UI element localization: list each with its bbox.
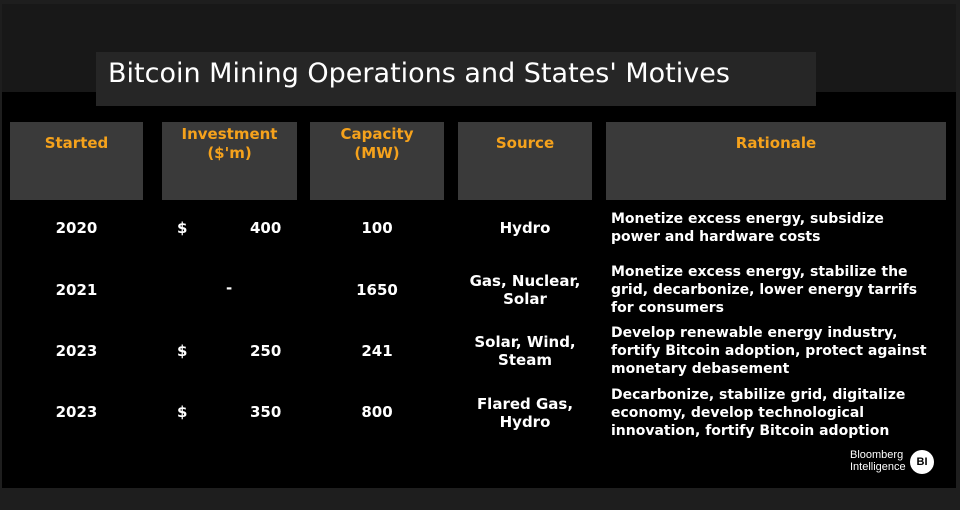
row1-investment: 400 bbox=[250, 219, 282, 237]
row3-rationale-line3: monetary debasement bbox=[611, 361, 790, 377]
row1-started: 2020 bbox=[55, 219, 98, 237]
row1-rationale bbox=[611, 210, 941, 246]
row2-rationale-line3: for consumers bbox=[611, 300, 724, 316]
row3-source bbox=[458, 333, 592, 369]
row2-rationale bbox=[611, 263, 941, 317]
header-source bbox=[458, 122, 592, 200]
row4-source-line1: Flared Gas, bbox=[476, 395, 574, 413]
row3-rationale-line2: fortify Bitcoin adoption, protect against bbox=[611, 343, 927, 359]
row4-source-line2: Hydro bbox=[499, 413, 551, 431]
row3-rationale bbox=[611, 324, 941, 378]
row4-investment: 350 bbox=[250, 403, 282, 421]
logo-line2: Intelligence bbox=[850, 461, 906, 473]
row3-capacity: 241 bbox=[361, 342, 393, 360]
row1-currency: $ bbox=[177, 219, 188, 237]
row3-rationale-line1: Develop renewable energy industry, bbox=[611, 325, 898, 341]
bi-logo-icon: BI bbox=[910, 450, 934, 474]
header-rationale-label: Rationale bbox=[735, 134, 817, 152]
row2-investment: - bbox=[226, 279, 233, 297]
row3-source-line2: Steam bbox=[498, 351, 552, 369]
header-investment-line2: ($'m) bbox=[207, 144, 252, 162]
row1-source-line1: Hydro bbox=[499, 219, 551, 237]
logo-line1: Bloomberg bbox=[850, 449, 904, 461]
row2-rationale-line2: grid, decarbonize, lower energy tarrifs bbox=[611, 282, 918, 298]
row3-started: 2023 bbox=[55, 342, 98, 360]
page-title: Bitcoin Mining Operations and States' Motives bbox=[108, 58, 730, 89]
header-capacity bbox=[310, 122, 444, 200]
row4-source bbox=[458, 395, 592, 431]
row4-rationale-line2: economy, develop technological bbox=[611, 405, 865, 421]
row3-investment: 250 bbox=[250, 342, 282, 360]
header-started bbox=[10, 122, 143, 200]
row2-rationale-line1: Monetize excess energy, stabilize the bbox=[611, 264, 908, 280]
header-investment bbox=[162, 122, 297, 200]
row2-source bbox=[458, 272, 592, 308]
row1-rationale-line2: power and hardware costs bbox=[611, 229, 821, 245]
header-capacity-line2: (MW) bbox=[354, 144, 400, 162]
bloomberg-intelligence-logo bbox=[850, 449, 906, 473]
header-started-label: Started bbox=[44, 134, 109, 152]
row2-source-line2: Solar bbox=[503, 290, 547, 308]
header-rationale bbox=[606, 122, 946, 200]
row4-rationale-line1: Decarbonize, stabilize grid, digitalize bbox=[611, 387, 906, 403]
row2-capacity: 1650 bbox=[356, 281, 398, 299]
row3-currency: $ bbox=[177, 342, 188, 360]
row1-rationale-line1: Monetize excess energy, subsidize bbox=[611, 211, 884, 227]
header-capacity-line1: Capacity bbox=[340, 125, 414, 143]
row4-currency: $ bbox=[177, 403, 188, 421]
row1-capacity: 100 bbox=[361, 219, 393, 237]
header-investment-line1: Investment bbox=[181, 125, 278, 143]
row4-rationale-line3: innovation, fortify Bitcoin adoption bbox=[611, 423, 890, 439]
row4-capacity: 800 bbox=[361, 403, 393, 421]
row4-started: 2023 bbox=[55, 403, 98, 421]
header-source-label: Source bbox=[495, 134, 555, 152]
row3-source-line1: Solar, Wind, bbox=[474, 333, 576, 351]
row2-started: 2021 bbox=[55, 281, 98, 299]
row2-source-line1: Gas, Nuclear, bbox=[469, 272, 581, 290]
row4-rationale bbox=[611, 386, 941, 440]
row1-source bbox=[458, 219, 592, 237]
